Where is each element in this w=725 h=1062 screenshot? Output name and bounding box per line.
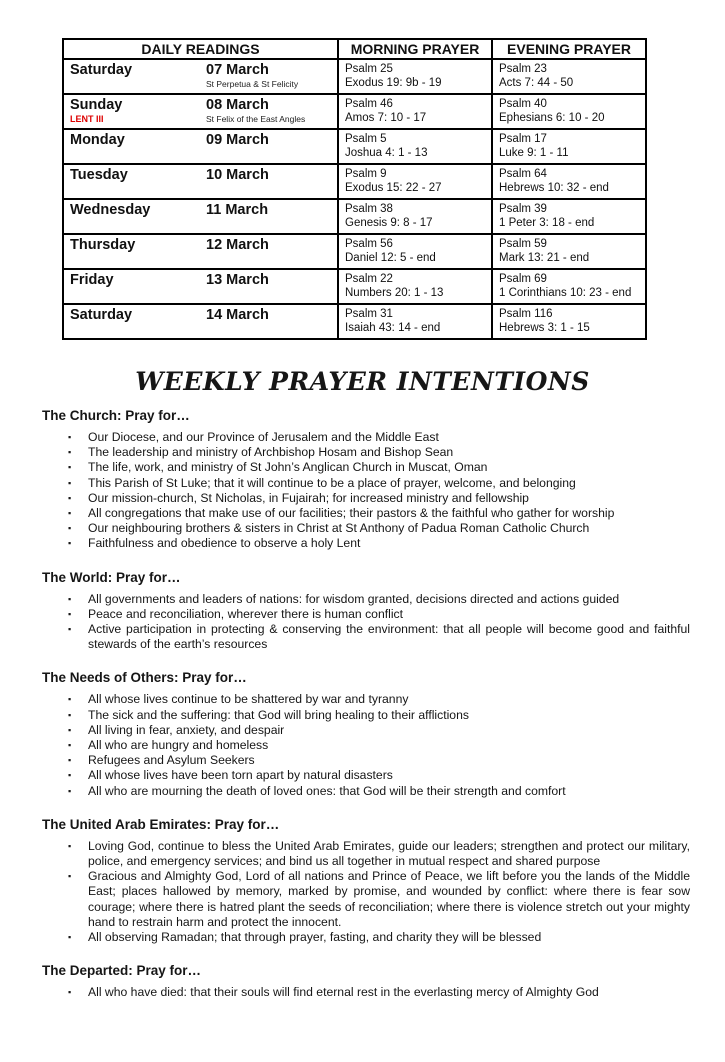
prayer-section: [42, 408, 690, 552]
bullet-list: [42, 839, 690, 945]
readings-row: [63, 59, 646, 94]
reading-line: Hebrews 10: 32 - end: [499, 182, 609, 194]
bullet-item: ▪ All living in fear, anxiety, and despair: [88, 723, 690, 738]
day-name: Thursday: [70, 237, 136, 253]
bullet-item: ▪ Faithfulness and obedience to observe a holy Lent: [88, 536, 690, 551]
morning-prayer-cell: [338, 164, 492, 199]
evening-prayer-cell: [492, 304, 646, 339]
reading-line: Psalm 59: [499, 238, 547, 250]
date-cell: [200, 59, 338, 94]
day-cell: [63, 59, 200, 94]
reading-line: Psalm 40: [499, 98, 547, 110]
morning-prayer-cell: [338, 94, 492, 129]
bullet-item: ▪ All who are mourning the death of loved ones: that God will be their strength and comfort: [88, 784, 690, 799]
morning-prayer-cell: [338, 129, 492, 164]
reading-line: Psalm 38: [345, 203, 393, 215]
date-cell: [200, 199, 338, 234]
page-title: WEEKLY PRAYER INTENTIONS: [135, 367, 590, 396]
morning-prayer-cell: [338, 269, 492, 304]
reading-line: Psalm 23: [499, 63, 547, 75]
evening-prayer-cell: [492, 199, 646, 234]
day-name: Sunday: [70, 97, 123, 113]
reading-line: Mark 13: 21 - end: [499, 252, 590, 264]
date-cell: [200, 304, 338, 339]
reading-line: 1 Corinthians 10: 23 - end: [499, 287, 632, 299]
day-cell: [63, 94, 200, 129]
date: 07 March: [206, 62, 269, 78]
bullet-list: [42, 985, 690, 1000]
reading-line: Numbers 20: 1 - 13: [345, 287, 444, 299]
readings-row: [63, 129, 646, 164]
readings-row: [63, 94, 646, 129]
readings-row: [63, 164, 646, 199]
bullet-item: ▪ All who are hungry and homeless: [88, 738, 690, 753]
bullet-item: ▪ All who have died: that their souls will find eternal rest in the everlasting mercy of Almighty God: [88, 985, 690, 1000]
evening-prayer-cell: [492, 269, 646, 304]
readings-table-body: [63, 59, 646, 339]
readings-row: [63, 234, 646, 269]
reading-line: Psalm 116: [499, 308, 553, 320]
date: 11 March: [206, 202, 269, 218]
section-heading: The Departed: Pray for…: [42, 963, 202, 979]
col-header-evening-prayer: EVENING PRAYER: [492, 39, 646, 59]
date: 14 March: [206, 307, 269, 323]
prayer-section: [42, 570, 690, 653]
date: 09 March: [206, 132, 269, 148]
evening-prayer-cell: [492, 234, 646, 269]
section-heading: The World: Pray for…: [42, 569, 181, 585]
bullet-item: ▪ Loving God, continue to bless the United Arab Emirates, guide our leaders; strengthen and protect our military, police, and emergency services; and bind us all together in mutual respect and shared purpose: [88, 839, 690, 869]
reading-line: Genesis 9: 8 - 17: [345, 217, 433, 229]
day-cell: [63, 234, 200, 269]
day-name: Friday: [70, 272, 114, 288]
reading-line: Psalm 17: [499, 133, 547, 145]
day-cell: [63, 304, 200, 339]
readings-table-header: [63, 39, 646, 59]
date-note: St Felix of the East Angles: [206, 114, 306, 124]
day-name: Monday: [70, 132, 125, 148]
reading-line: 1 Peter 3: 18 - end: [499, 217, 595, 229]
col-header-morning-prayer: MORNING PRAYER: [338, 39, 492, 59]
bullet-item: ▪ Our Diocese, and our Province of Jerusalem and the Middle East: [88, 430, 690, 445]
bulletin-page: [0, 38, 725, 1000]
reading-line: Daniel 12: 5 - end: [345, 252, 436, 264]
reading-line: Exodus 15: 22 - 27: [345, 182, 442, 194]
morning-prayer-cell: [338, 234, 492, 269]
date: 13 March: [206, 272, 269, 288]
section-heading: The Church: Pray for…: [42, 408, 190, 423]
prayer-intentions: [42, 408, 690, 1000]
morning-prayer-cell: [338, 304, 492, 339]
reading-line: Hebrews 3: 1 - 15: [499, 322, 590, 334]
bullet-item: ▪ The sick and the suffering: that God will bring healing to their afflictions: [88, 708, 690, 723]
day-cell: [63, 199, 200, 234]
day-cell: [63, 129, 200, 164]
date-note: St Perpetua & St Felicity: [206, 79, 299, 89]
reading-line: Psalm 31: [345, 308, 393, 320]
evening-prayer-cell: [492, 129, 646, 164]
date: 10 March: [206, 167, 269, 183]
bullet-item: ▪ Our mission-church, St Nicholas, in Fujairah; for increased ministry and fellowship: [88, 491, 690, 506]
bullet-item: ▪ Our neighbouring brothers & sisters in Christ at St Anthony of Padua Roman Catholic Church: [88, 521, 690, 536]
date: 12 March: [206, 237, 269, 253]
bullet-item: ▪ All governments and leaders of nations: for wisdom granted, decisions directed and actions guided: [88, 592, 690, 607]
evening-prayer-cell: [492, 94, 646, 129]
bullet-list: [42, 692, 690, 798]
bullet-item: ▪ The leadership and ministry of Archbishop Hosam and Bishop Sean: [88, 445, 690, 460]
readings-row: [63, 269, 646, 304]
bullet-item: ▪ This Parish of St Luke; that it will continue to be a place of prayer, welcome, and belonging: [88, 476, 690, 491]
reading-line: Psalm 25: [345, 63, 393, 75]
reading-line: Luke 9: 1 - 11: [499, 147, 569, 159]
evening-prayer-cell: [492, 164, 646, 199]
reading-line: Psalm 9: [345, 168, 387, 180]
header-row: [63, 39, 646, 59]
morning-prayer-cell: [338, 199, 492, 234]
bullet-item: ▪ Gracious and Almighty God, Lord of all nations and Prince of Peace, we lift before you the lands of the Middle East; places hallowed by memory, marked by promise, and wounded by conflict: where there is fear sow courage; where there is hatred plant the seeds of reconciliation; where there is violence stretch out your mighty hand to restrain harm and protect the innocent.: [88, 869, 690, 930]
day-note: LENT III: [70, 114, 104, 124]
bullet-item: ▪ Peace and reconciliation, wherever there is human conflict: [88, 607, 690, 622]
day-name: Tuesday: [70, 167, 128, 183]
daily-readings-table: [62, 38, 647, 340]
evening-prayer-cell: [492, 59, 646, 94]
day-name: Saturday: [70, 307, 133, 323]
bullet-item: ▪ All observing Ramadan; that through prayer, fasting, and charity they will be blessed: [88, 930, 690, 945]
day-name: Wednesday: [70, 202, 151, 218]
bullet-list: [42, 430, 690, 552]
bullet-item: ▪ Refugees and Asylum Seekers: [88, 753, 690, 768]
reading-line: Ephesians 6: 10 - 20: [499, 112, 605, 124]
section-heading: The United Arab Emirates: Pray for…: [42, 816, 280, 832]
reading-line: Amos 7: 10 - 17: [345, 112, 427, 124]
date-cell: [200, 269, 338, 304]
reading-line: Psalm 5: [345, 133, 387, 145]
bullet-item: ▪ All whose lives continue to be shattered by war and tyranny: [88, 692, 690, 707]
bullet-item: ▪ The life, work, and ministry of St John’s Anglican Church in Muscat, Oman: [88, 460, 690, 475]
readings-row: [63, 304, 646, 339]
date-cell: [200, 234, 338, 269]
col-header-daily-readings: DAILY READINGS: [63, 39, 338, 59]
reading-line: Psalm 64: [499, 168, 547, 180]
day-cell: [63, 269, 200, 304]
reading-line: Exodus 19: 9b - 19: [345, 77, 442, 89]
reading-line: Isaiah 43: 14 - end: [345, 322, 441, 334]
date: 08 March: [206, 97, 269, 113]
bullet-item: ▪ All congregations that make use of our facilities; their pastors & the faithful who gather for worship: [88, 506, 690, 521]
bullet-list: [42, 592, 690, 653]
reading-line: Psalm 56: [345, 238, 393, 250]
section-heading: The Needs of Others: Pray for…: [42, 670, 247, 686]
reading-line: Psalm 69: [499, 273, 547, 285]
date-cell: [200, 129, 338, 164]
reading-line: Psalm 22: [345, 273, 393, 285]
date-cell: [200, 94, 338, 129]
reading-line: Acts 7: 44 - 50: [499, 77, 574, 89]
prayer-section: [42, 670, 690, 798]
reading-line: Psalm 39: [499, 203, 547, 215]
bullet-item: ▪ All whose lives have been torn apart by natural disasters: [88, 768, 690, 783]
prayer-section: [42, 817, 690, 945]
prayer-section: [42, 963, 690, 1000]
readings-row: [63, 199, 646, 234]
reading-line: Joshua 4: 1 - 13: [345, 147, 428, 159]
reading-line: Psalm 46: [345, 98, 393, 110]
bullet-item: ▪ Active participation in protecting & conserving the environment: that all people will become good and faithful stewards of the earth’s resources: [88, 622, 690, 652]
day-cell: [63, 164, 200, 199]
day-name: Saturday: [70, 62, 133, 78]
morning-prayer-cell: [338, 59, 492, 94]
date-cell: [200, 164, 338, 199]
